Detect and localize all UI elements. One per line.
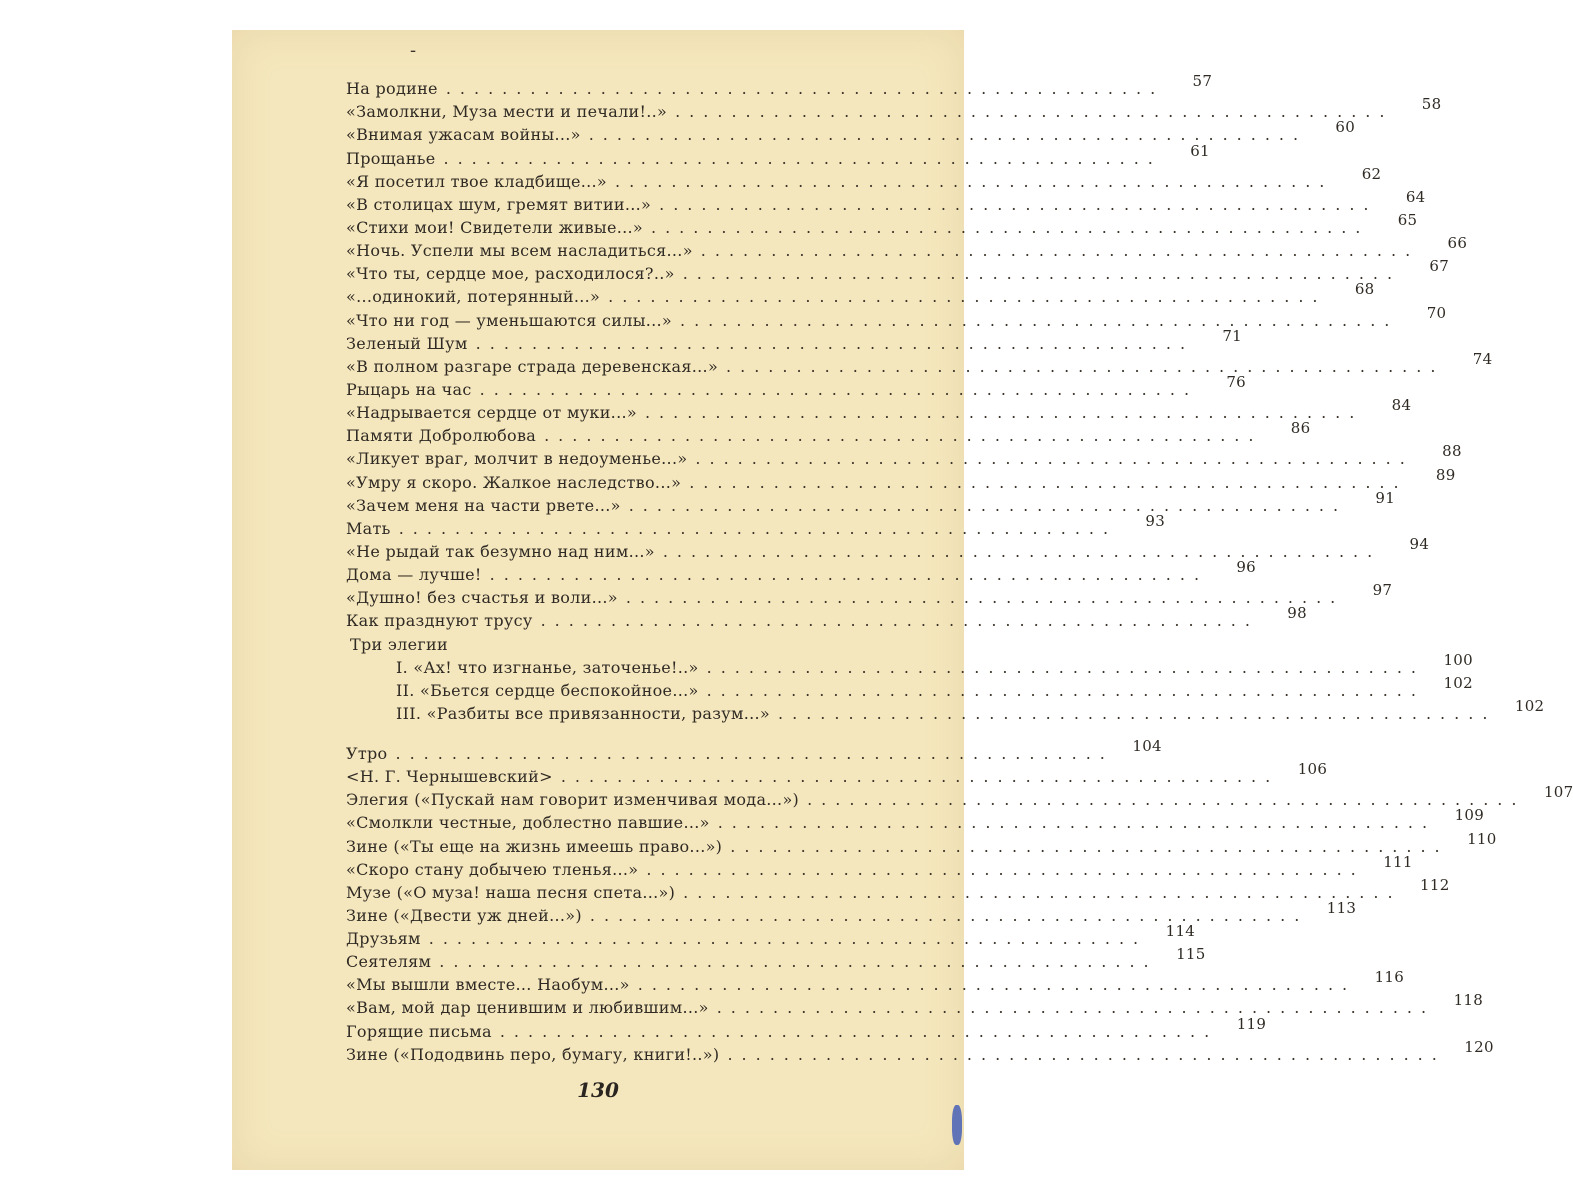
toc-entry xyxy=(346,419,1311,446)
toc-entry xyxy=(346,349,1493,376)
toc-title: Зине («Ты еще на жизнь имеешь право...») xyxy=(346,836,723,856)
leader-dots: ................................................... xyxy=(778,703,1497,723)
toc-title: Элегия («Пускай нам говорит изменчивая мода...») xyxy=(346,790,800,810)
toc-page: 57 xyxy=(1192,72,1213,91)
toc-entry xyxy=(346,723,1162,763)
toc-entry xyxy=(346,945,1206,972)
leader-dots: ................................................... xyxy=(479,379,1199,399)
toc-page: 113 xyxy=(1326,898,1357,917)
leader-dots: ................................................... xyxy=(489,565,1209,585)
toc-entry xyxy=(346,303,1447,330)
toc-title: «Вам, мой дар ценившим и любившим...» xyxy=(346,998,709,1018)
leader-dots: ................................................... xyxy=(695,449,1414,469)
toc-entry xyxy=(346,372,1247,399)
leader-dots: ................................................... xyxy=(614,171,1334,191)
leader-dots: ................................................... xyxy=(428,929,1148,949)
toc-entry xyxy=(346,95,1442,122)
toc-title: «...одинокий, потерянный...» xyxy=(346,287,601,307)
toc-entry xyxy=(346,875,1450,902)
toc-title: Прощанье xyxy=(346,148,436,168)
toc-entry xyxy=(346,511,1166,538)
toc-page: 68 xyxy=(1354,280,1375,299)
toc-title: II. «Бьется сердце беспокойное...» xyxy=(396,680,699,700)
leader-dots: ................................................... xyxy=(608,287,1327,307)
toc-page: 118 xyxy=(1453,991,1484,1010)
toc-title: «Надрывается сердце от муки...» xyxy=(346,403,637,423)
toc-page: 91 xyxy=(1375,488,1396,507)
leader-dots: ................................................... xyxy=(439,952,1158,972)
leader-dots: ................................................... xyxy=(398,518,1118,538)
toc-page: 107 xyxy=(1543,783,1573,802)
toc-title: Дома — лучше! xyxy=(346,565,482,585)
toc-title: «Душно! без счастья и воли...» xyxy=(346,588,618,608)
toc-page: 97 xyxy=(1372,581,1393,600)
toc-title: Музе («О муза! наша песня спета...») xyxy=(346,882,676,902)
top-dash-mark: - xyxy=(410,40,417,61)
toc-title: Сеятелям xyxy=(346,952,432,972)
toc-title: «Что ты, сердце мое, расходилося?..» xyxy=(346,264,675,284)
toc-page: 104 xyxy=(1132,736,1162,755)
toc-title: Зине («Двести уж дней...») xyxy=(346,905,582,925)
toc-page: 60 xyxy=(1335,118,1356,137)
toc-entry xyxy=(346,558,1257,585)
toc-page: 76 xyxy=(1226,372,1247,391)
toc-page: 98 xyxy=(1287,604,1307,623)
toc-title: Горящие письма xyxy=(346,1021,492,1041)
toc-page: 93 xyxy=(1145,511,1166,530)
toc-page: 110 xyxy=(1467,829,1497,848)
toc-entry xyxy=(346,806,1485,833)
leader-dots: ................................................... xyxy=(659,194,1378,214)
toc-entry xyxy=(346,396,1412,423)
toc-title: Зеленый Шум xyxy=(346,333,468,353)
toc-title: Как празднуют трусу xyxy=(346,611,533,631)
toc-title: «Умру я скоро. Жалкое наследство...» xyxy=(346,472,682,492)
toc-page: 61 xyxy=(1190,141,1210,160)
leader-dots: ................................................... xyxy=(445,79,1165,99)
page-number: 130 xyxy=(577,1078,619,1102)
toc-page: 64 xyxy=(1405,187,1426,206)
toc-page: 109 xyxy=(1454,806,1485,825)
toc-entry xyxy=(346,673,1473,700)
toc-page: 84 xyxy=(1391,396,1412,415)
leader-dots: ................................................... xyxy=(475,333,1195,353)
toc-title: «Ночь. Успели мы всем насладиться...» xyxy=(346,241,693,261)
toc-page: 114 xyxy=(1165,922,1196,941)
toc-entry xyxy=(346,280,1375,307)
toc-title: Памяти Добролюбова xyxy=(346,426,537,446)
toc-entry xyxy=(346,696,1545,723)
leader-dots: ................................................... xyxy=(544,426,1263,446)
blue-ink-mark xyxy=(952,1105,962,1145)
book-page xyxy=(232,30,1573,1170)
toc-entry xyxy=(346,488,1396,515)
toc-entry xyxy=(346,72,1213,99)
leader-dots: ................................................... xyxy=(717,813,1437,833)
toc-page: 100 xyxy=(1443,650,1473,669)
toc-section-header xyxy=(346,630,956,653)
toc-title: <Н. Г. Чернышевский> xyxy=(346,767,553,787)
leader-dots: ................................................... xyxy=(727,1044,1446,1064)
toc-title: «Я посетил твое кладбище...» xyxy=(346,171,607,191)
leader-dots: ................................................... xyxy=(726,356,1445,376)
leader-dots: ................................................... xyxy=(588,125,1308,145)
toc-page: 62 xyxy=(1361,164,1382,183)
toc-page: 74 xyxy=(1472,349,1493,368)
toc-entry xyxy=(346,164,1382,191)
toc-page: 89 xyxy=(1435,465,1456,484)
leader-dots: ................................................... xyxy=(625,588,1345,608)
toc-entry xyxy=(346,991,1484,1018)
leader-dots: ................................................... xyxy=(689,472,1408,492)
toc-page: 115 xyxy=(1176,945,1206,964)
toc-entry xyxy=(346,852,1413,879)
leader-dots: ................................................... xyxy=(395,743,1114,763)
toc-entry xyxy=(346,1037,1494,1064)
toc-entry xyxy=(346,234,1468,261)
toc-title: Рыцарь на час xyxy=(346,379,472,399)
toc-entry xyxy=(346,187,1426,214)
toc-page: 86 xyxy=(1290,419,1311,438)
toc-entry xyxy=(346,604,1307,631)
toc-title: На родине xyxy=(346,79,438,99)
leader-dots: ................................................... xyxy=(730,836,1449,856)
toc-page: 112 xyxy=(1420,875,1450,894)
toc-page: 88 xyxy=(1442,442,1462,461)
toc-title: III. «Разбиты все привязанности, разум...» xyxy=(396,703,771,723)
toc-page: 116 xyxy=(1374,968,1405,987)
leader-dots: ................................................... xyxy=(540,611,1259,631)
toc-page: 106 xyxy=(1297,760,1328,779)
leader-dots: ................................................... xyxy=(628,495,1348,515)
leader-dots: ................................................... xyxy=(700,241,1420,261)
toc-entry xyxy=(346,465,1456,492)
toc-entry xyxy=(346,141,1210,168)
leader-dots: ................................................... xyxy=(706,680,1425,700)
toc-title: «Стихи мои! Свидетели живые...» xyxy=(346,217,643,237)
toc-entry xyxy=(346,1014,1267,1041)
table-of-contents xyxy=(346,72,1573,1064)
leader-dots: ................................................... xyxy=(716,998,1436,1018)
leader-dots: ................................................... xyxy=(683,882,1402,902)
leader-dots: ................................................... xyxy=(662,541,1382,561)
toc-entry xyxy=(346,760,1328,787)
toc-entry xyxy=(346,534,1430,561)
toc-title: Зине («Пододвинь перо, бумагу, книги!..») xyxy=(346,1044,720,1064)
toc-entry xyxy=(346,210,1418,237)
toc-title: «Зачем меня на части рвете...» xyxy=(346,495,621,515)
toc-title: Мать xyxy=(346,518,391,538)
toc-page: 65 xyxy=(1397,210,1418,229)
toc-entry xyxy=(346,326,1243,353)
toc-entry xyxy=(346,442,1462,469)
leader-dots: ................................................... xyxy=(644,403,1364,423)
toc-entry xyxy=(346,898,1357,925)
toc-page: 96 xyxy=(1236,558,1257,577)
toc-page: 71 xyxy=(1222,326,1243,345)
toc-title: «Ликует враг, молчит в недоуменье...» xyxy=(346,449,688,469)
toc-page: 70 xyxy=(1426,303,1447,322)
leader-dots: ................................................... xyxy=(560,767,1280,787)
toc-page: 111 xyxy=(1383,852,1413,871)
toc-entry xyxy=(346,829,1497,856)
toc-title: «В столицах шум, гремят витии...» xyxy=(346,194,652,214)
toc-title: «Скоро стану добычею тленья...» xyxy=(346,859,639,879)
toc-title: Три элегии xyxy=(350,634,448,654)
toc-entry xyxy=(346,922,1196,949)
toc-title: Утро xyxy=(346,743,388,763)
leader-dots: ................................................... xyxy=(651,217,1370,237)
toc-title: «Внимая ужасам войны...» xyxy=(346,125,581,145)
toc-page: 58 xyxy=(1421,95,1442,114)
toc-title: «Не рыдай так безумно над ним...» xyxy=(346,541,655,561)
toc-entry xyxy=(346,581,1393,608)
toc-page: 94 xyxy=(1409,534,1430,553)
toc-title: Друзьям xyxy=(346,929,421,949)
toc-entry xyxy=(346,968,1405,995)
toc-page: 102 xyxy=(1443,673,1473,692)
toc-title: «Мы вышли вместе... Наобум...» xyxy=(346,975,630,995)
toc-entry xyxy=(346,650,1473,677)
toc-page: 67 xyxy=(1429,257,1450,276)
toc-title: I. «Ах! что изгнанье, заточенье!..» xyxy=(396,657,699,677)
leader-dots: ................................................... xyxy=(807,790,1526,810)
toc-title: «Смолкли честные, доблестно павшие...» xyxy=(346,813,710,833)
toc-entry xyxy=(346,257,1450,284)
leader-dots: ................................................... xyxy=(682,264,1402,284)
leader-dots: ................................................... xyxy=(637,975,1357,995)
toc-entry xyxy=(346,118,1356,145)
toc-page: 119 xyxy=(1236,1014,1267,1033)
leader-dots: ................................................... xyxy=(675,102,1394,122)
leader-dots: ................................................... xyxy=(680,310,1399,330)
toc-title: «В полном разгаре страда деревенская...» xyxy=(346,356,719,376)
leader-dots: ................................................... xyxy=(646,859,1365,879)
toc-title: «Замолкни, Муза мести и печали!..» xyxy=(346,102,668,122)
toc-page: 66 xyxy=(1447,234,1468,253)
leader-dots: ................................................... xyxy=(499,1021,1219,1041)
toc-entry xyxy=(346,783,1573,810)
toc-title: «Что ни год — уменьшаются силы...» xyxy=(346,310,672,330)
toc-page: 102 xyxy=(1514,696,1545,715)
leader-dots: ................................................... xyxy=(589,905,1309,925)
leader-dots: ................................................... xyxy=(443,148,1162,168)
toc-page: 120 xyxy=(1464,1037,1494,1056)
leader-dots: ................................................... xyxy=(706,657,1425,677)
